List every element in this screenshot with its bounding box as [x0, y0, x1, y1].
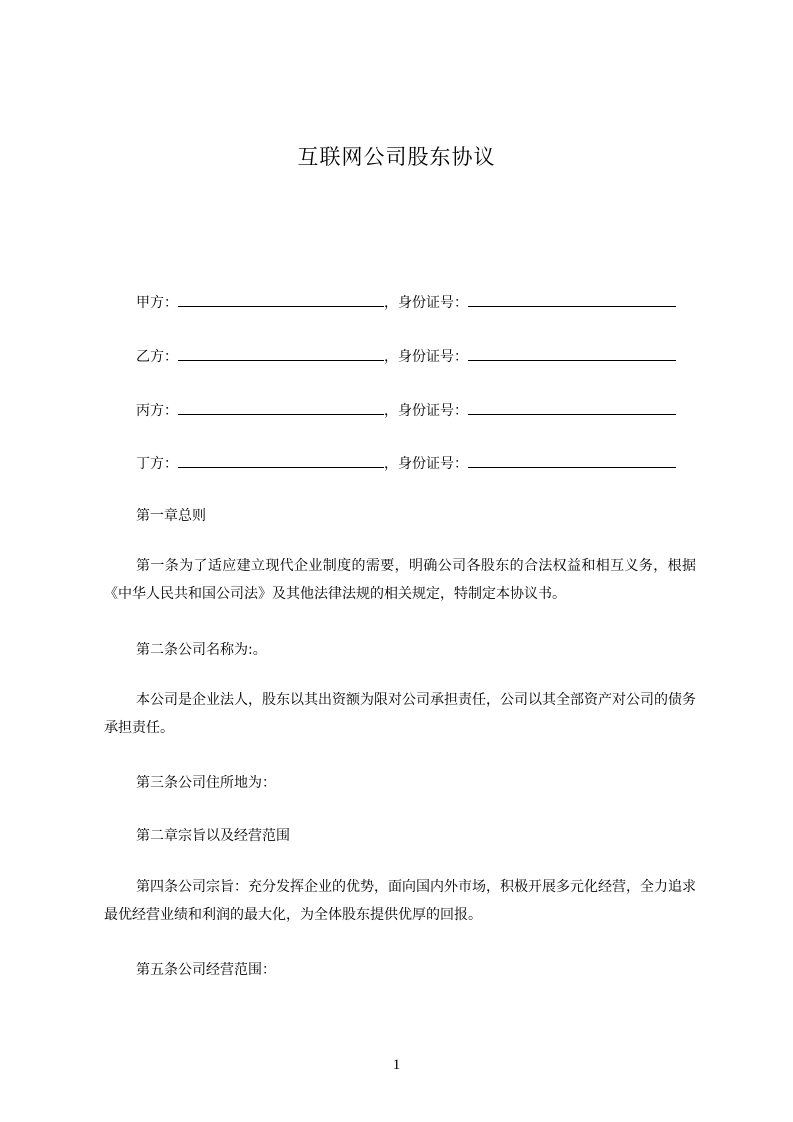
id-label: ，身份证号：	[384, 349, 468, 365]
id-blank	[468, 453, 676, 468]
article-1-text: 第一条为了适应建立现代企业制度的需要，明确公司各股东的合法权益和相互义务，根据《中华人民共和国公司法》及其他法律法规的相关规定，特制定本协议书。	[104, 558, 696, 602]
name-blank	[178, 346, 384, 361]
party-row-b	[136, 346, 706, 367]
party-row-d	[136, 453, 706, 474]
chapter-1-heading: 第一章总则	[136, 508, 206, 524]
party-label: 丙方：	[136, 403, 178, 419]
article-4-paragraph	[104, 873, 696, 929]
article-4-text: 第四条公司宗旨：充分发挥企业的优势，面向国内外市场，积极开展多元化经营，全力追求最优经营业绩和利润的最大化，为全体股东提供优厚的回报。	[104, 879, 696, 923]
article-2-paragraph	[104, 686, 696, 742]
article-2-text: 本公司是企业法人，股东以其出资额为限对公司承担责任，公司以其全部资产对公司的债务承担责任。	[104, 692, 696, 736]
id-label: ，身份证号：	[384, 295, 468, 311]
id-label: ，身份证号：	[384, 456, 468, 472]
article-5-heading: 第五条公司经营范围：	[136, 962, 276, 978]
id-blank	[468, 292, 676, 307]
party-row-a	[136, 292, 706, 313]
id-label: ，身份证号：	[384, 403, 468, 419]
name-blank	[178, 292, 384, 307]
party-label: 乙方：	[136, 349, 178, 365]
chapter-2-heading: 第二章宗旨以及经营范围	[136, 828, 290, 844]
party-label: 丁方：	[136, 456, 178, 472]
id-blank	[468, 400, 676, 415]
page-number: 1	[392, 1057, 401, 1073]
article-3-heading: 第三条公司住所地为：	[136, 775, 276, 791]
document-title: 互联网公司股东协议	[297, 145, 496, 169]
name-blank	[178, 453, 384, 468]
article-1-paragraph	[104, 552, 696, 608]
id-blank	[468, 346, 676, 361]
party-label: 甲方：	[136, 295, 178, 311]
party-row-c	[136, 400, 706, 421]
name-blank	[178, 400, 384, 415]
article-2-heading: 第二条公司名称为:。	[136, 642, 267, 658]
